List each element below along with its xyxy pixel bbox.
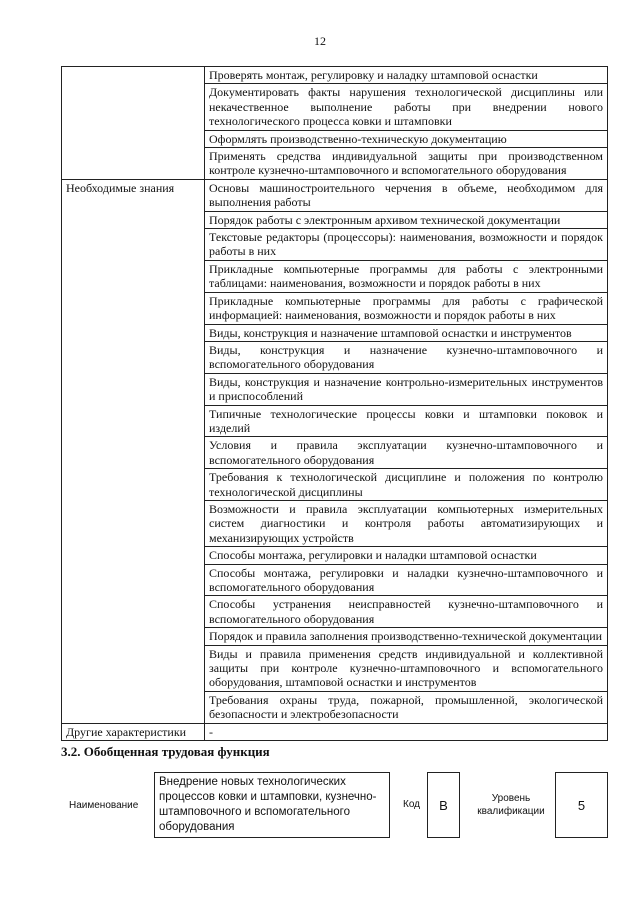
- row-description: -: [205, 723, 608, 740]
- competency-table: [61, 66, 608, 741]
- table-row: [62, 723, 608, 740]
- row-description: Виды, конструкция и назначение кузнечно-штамповочного и вспомогательного оборудования: [205, 341, 608, 373]
- row-description: Способы монтажа, регулировки и наладки штамповой оснастки: [205, 547, 608, 564]
- page-number: 12: [314, 34, 326, 48]
- row-label: Другие характеристики: [62, 723, 205, 740]
- row-description: Прикладные компьютерные программы для работы с электронными таблицами: наименования, возможности и порядок работы в них: [205, 260, 608, 292]
- level-label: Уровень квалификации: [477, 793, 545, 817]
- row-label: [62, 67, 205, 180]
- row-description: Способы монтажа, регулировки и наладки кузнечно-штамповочного и вспомогательного оборудования: [205, 564, 608, 596]
- row-description: Условия и правила эксплуатации кузнечно-штамповочного и вспомогательного оборудования: [205, 437, 608, 469]
- function-summary: [61, 772, 608, 842]
- row-description: Виды и правила применения средств индивидуальной и коллективной защиты при контроле кузнечно-штамповочного и вспомогательного оборудования, штамповой оснастки и инструментов: [205, 645, 608, 691]
- row-description: Основы машиностроительного черчения в объеме, необходимом для выполнения работы: [205, 179, 608, 211]
- section-heading: 3.2. Обобщенная трудовая функция: [61, 744, 270, 759]
- row-description: Типичные технологические процессы ковки и штамповки поковок и изделий: [205, 405, 608, 437]
- name-value: Внедрение новых технологических процессов ковки и штамповки, кузнечно-штамповочного и вспомогательного оборудования: [154, 772, 390, 838]
- row-label: Необходимые знания: [62, 179, 205, 723]
- row-description: Прикладные компьютерные программы для работы с графической информацией: наименования, возможности и порядок работы в них: [205, 292, 608, 324]
- row-description: Виды, конструкция и назначение штамповой оснастки и инструментов: [205, 324, 608, 341]
- row-description: Документировать факты нарушения технологической дисциплины или некачественное выполнение работы при внедрении нового технологического процесса ковки и штамповки: [205, 84, 608, 130]
- row-description: Способы устранения неисправностей кузнечно-штамповочного и вспомогательного оборудования: [205, 596, 608, 628]
- code-value: B: [427, 772, 460, 838]
- row-description: Текстовые редакторы (процессоры): наименования, возможности и порядок работы в них: [205, 229, 608, 261]
- table-row: [62, 67, 608, 84]
- name-label: Наименование: [69, 800, 139, 811]
- level-value: 5: [555, 772, 608, 838]
- code-label: Код: [403, 799, 421, 810]
- row-description: Возможности и правила эксплуатации компьютерных измерительных систем диагностики и контроля работы автоматизирующих и механизирующих устройств: [205, 500, 608, 546]
- row-description: Порядок и правила заполнения производственно-технической документации: [205, 628, 608, 645]
- row-description: Порядок работы с электронным архивом технической документации: [205, 211, 608, 228]
- table-row: [62, 179, 608, 211]
- row-description: Применять средства индивидуальной защиты при производственном контроле кузнечно-штамповочного и вспомогательного оборудования: [205, 148, 608, 180]
- table-body: [62, 67, 608, 741]
- row-description: Требования к технологической дисциплине и положения по контролю технологической дисциплины: [205, 469, 608, 501]
- row-description: Проверять монтаж, регулировку и наладку штамповой оснастки: [205, 67, 608, 84]
- row-description: Требования охраны труда, пожарной, промышленной, экологической безопасности и электробезопасности: [205, 691, 608, 723]
- row-description: Виды, конструкция и назначение контрольно-измерительных инструментов и приспособлений: [205, 373, 608, 405]
- row-description: Оформлять производственно-техническую документацию: [205, 130, 608, 147]
